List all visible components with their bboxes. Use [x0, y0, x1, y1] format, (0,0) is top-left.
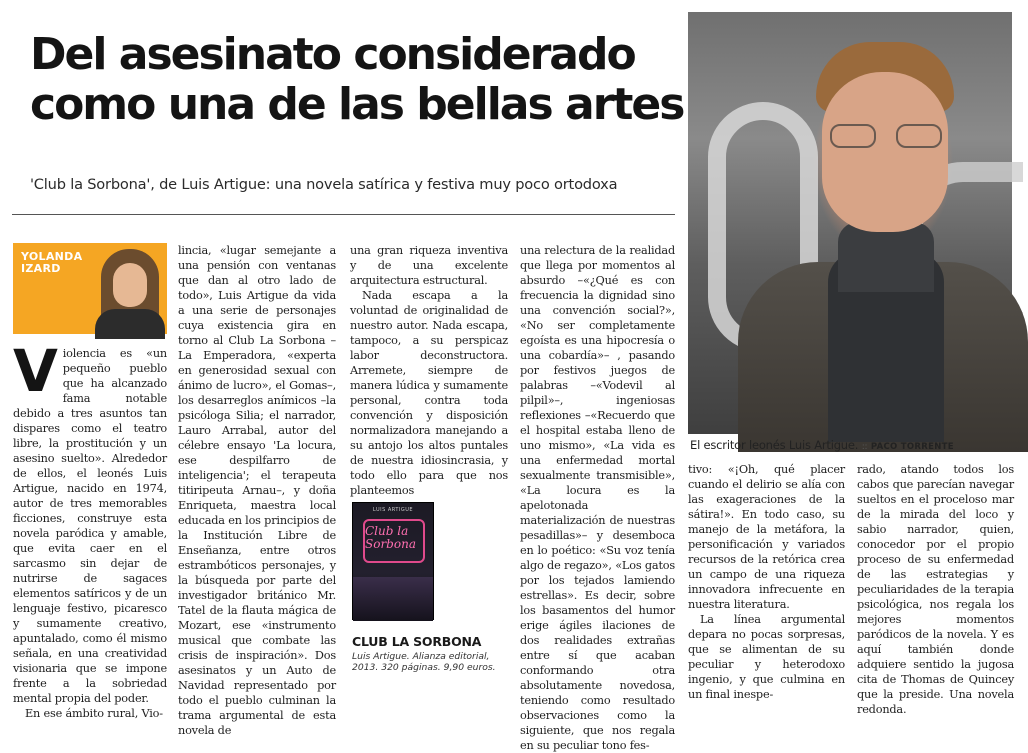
body-column-1: [13, 337, 167, 721]
paragraph: tivo: «¡Oh, qué placer cuando el delirio se alía con las exageraciones de la sátira!». En todo caso, su manejo de la metáfora, la personificación y variados recursos de la retórica crea un campo de una riqueza innovadora infrecuente en nuestra literatura.: [688, 463, 845, 611]
paragraph: una gran riqueza inventiva y de una excelente arquitectura estructural.: [350, 244, 508, 287]
body-column-4: [520, 243, 675, 753]
subtitle: 'Club la Sorbona', de Luis Artigue: una novela satírica y festiva muy poco ortodoxa: [30, 176, 618, 193]
body-column-3: [350, 243, 508, 498]
paragraph: una relectura de la realidad que llega por momentos al absurdo –«¿Qué es con frecuencia la dignidad sino una convención social?», «No ser completamente egoísta es una hipocresía o una cobardía»– , pasando por festivos juegos de palabras –«Vodevil al pilpil»–, ingeniosas reflexiones –«Recuerdo que el hospital estaba lleno de uno mismo», «La vida es una enfermedad mortal sexualmente transmisible», «La locura es la apelotonada materialización de nuestras pesadillas»– y desemboca en lo poético: «Su voz tenía algo de regazo», «Los gatos por los tejados lamiendo estrellas». Es decir, sobre los basamentos del humor erige ágiles ilaciones de dos realidades extrañas entre sí que acaban conformando otra absolutamente novedosa, teniendo como resultado observaciones como la siguiente, que nos regala en su peculiar tono fes-: [520, 244, 675, 752]
face: [822, 72, 948, 232]
paragraph: La línea argumental depara no pocas sorpresas, que se alimentan de su peculiar y heterodoxo ingenio, y que culmina en un final inespe-: [688, 613, 845, 701]
divider: [12, 214, 675, 215]
byline-last-name: IZARD: [21, 262, 61, 275]
byline-first-name: YOLANDA: [21, 250, 83, 263]
caption-separator: ::: [861, 442, 868, 452]
neck: [838, 222, 934, 292]
paragraph: lincia, «lugar semejante a una pensión con ventanas que dan al otro lado de todo», Luis Artigue da vida a una serie de personajes cuya existencia gira en torno al Club La Sorbona –La Emperadora, «experta en generosidad sexual con ánimo de lucro», el Gomas–, los desarreglos anímicos –la psicóloga Silia; el narrador, Lauro Arrabal, autor del célebre ensayo 'La locura, ese despilfarro de inteligencia'; el terapeuta titiripeuta Arnau–, y doña Enriqueta, maestra local educada en los principios de la Institución Libre de Enseñanza, entre otros estrambóticos personajes, y la búsqueda por parte del investigador británico Mr. Tatel de la flauta mágica de Mozart, ese «instrumento musical que combate las crisis de inspiración». Dos asesinatos y un Auto de Navidad representado por todo el pueblo culminan la trama argumental de esta novela de: [178, 244, 336, 737]
author-portrait-icon: [95, 249, 165, 335]
paragraph: Nada escapa a la voluntad de originalidad de nuestro autor. Nada escapa, tampoco, a su perspicaz labor deconstructora. Arremete, siempre de manera lúdica y sumamente personal, contra toda convención y disposición normalizadora manejando a su antojo los altos puntales de nuestra idiosincrasia, y todo ello para que nos planteemos: [350, 289, 508, 497]
book-title: CLUB LA SORBONA: [352, 634, 482, 649]
drop-cap: V: [13, 337, 58, 405]
body-column-5: [688, 462, 845, 702]
paragraph: En ese ámbito rural, Vio-: [25, 707, 163, 720]
photo-credit: PACO TORRENTE: [870, 442, 954, 452]
headline-line-2: como una de las bellas artes: [30, 79, 684, 130]
book-cover-author: LUIS ARTIGUE: [372, 507, 414, 513]
cover-floor: [353, 577, 433, 621]
book-cover: [352, 502, 434, 620]
book-info: Luis Artigue. Alianza editorial, 2013. 320 páginas. 9,90 euros.: [352, 651, 496, 673]
headline-line-1: Del asesinato considerado: [30, 29, 635, 80]
author-photo: [688, 12, 1012, 434]
byline-name: [21, 251, 82, 275]
body-column-6: [857, 462, 1014, 717]
body-column-2: [178, 243, 336, 738]
paragraph: Violencia es «un pequeño pueblo que ha alcanzado fama notable debido a tres asuntos tan dispares como el teatro libre, la prostitución y un asesino suelto». Alrededor de ellos, el leonés Luis Artigue, nacido en 1974, autor de tres memorables ficciones, construye esta novela paródica y amable, que evita caer en el sarcasmo sin dejar de nutrirse de sagaces elementos satíricos y de un lenguaje festivo, picaresco y sumamente creativo, apuntalado, como él mismo señala, en una creatividad visionaria que se impone frente a la sobriedad mental propia del poder.: [13, 337, 167, 705]
glasses-icon: [830, 124, 942, 148]
headline: [30, 29, 684, 130]
book-cover-title: Club la Sorbona: [365, 524, 416, 551]
photo-caption: [690, 438, 1012, 452]
caption-text: El escritor leonés Luis Artigue.: [690, 438, 859, 452]
byline-box: [13, 243, 167, 334]
paragraph: rado, atando todos los cabos que parecían navegar sueltos en el proceloso mar de la mirada del loco y sabio narrador, quien, conocedor por el propio proceso de su enfermedad de las estrategias y peculiaridades de la terapia psicológica, nos regala los mejores momentos paródicos de la novela. Y es aquí también donde adquiere sentido la jugosa cita de Thomas de Quincey que la preside. Una novela redonda.: [857, 463, 1014, 716]
